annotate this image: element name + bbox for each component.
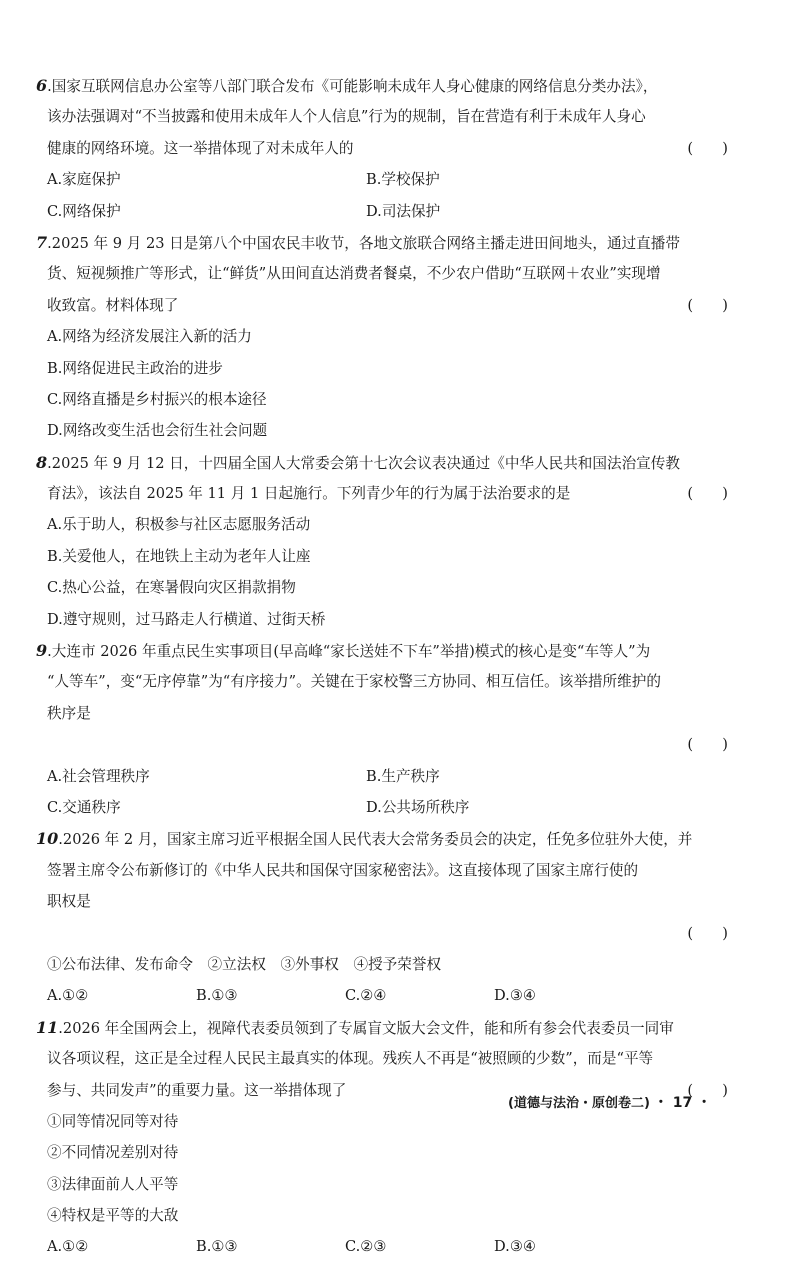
option-c: C.热心公益，在寒暑假向灾区捐款捐物 xyxy=(47,579,296,597)
option-d: D.网络改变生活也会衍生社会问题 xyxy=(47,422,268,440)
option-a: A.①② xyxy=(47,987,89,1005)
question-text: .2026 年 2 月，国家主席习近平根据全国人民代表大会常务委员会的决定，任免多位驻外大使，并 xyxy=(58,831,693,849)
question-number: 10 xyxy=(36,829,59,849)
question-text: 收致富。材料体现了 xyxy=(47,296,179,314)
answer-bracket: ( ) xyxy=(687,139,728,157)
question-6-line-2: 该办法强调对“不当披露和使用未成年人个人信息”行为的规制，旨在营造有利于未成年人身心 xyxy=(47,108,646,126)
question-text: .大连市 2026 年重点民生实事项目(早高峰“家长送娃不下车”举措)模式的核心是变“车等人”为 xyxy=(47,643,651,661)
page-footer xyxy=(508,1092,711,1112)
statement-item-3: ③法律面前人人平等 xyxy=(47,1175,179,1193)
question-8-line-2 xyxy=(36,478,764,509)
question-7-line-2: 货、短视频推广等形式，让“鲜货”从田间直达消费者餐桌，不少农户借助“互联网＋农业”实现增 xyxy=(47,265,661,283)
question-number: 9 xyxy=(36,641,48,661)
exam-page xyxy=(36,70,764,1263)
question-10-line-3: 职权是 xyxy=(47,893,91,911)
question-text: .国家互联网信息办公室等八部门联合发布《可能影响未成年人身心健康的网络信息分类办法》， xyxy=(47,78,658,95)
option-d: D.司法保护 xyxy=(366,202,441,220)
question-text: .2025 年 9 月 12 日，十四届全国人大常委会第十七次会议表决通过《中华人民共和国法治宣传教 xyxy=(47,454,680,472)
option-a: A.家庭保护 xyxy=(47,171,121,189)
question-9-line-1 xyxy=(36,635,764,666)
option-d: D.遵守规则，过马路走人行横道、过街天桥 xyxy=(47,610,326,628)
question-6-line-3 xyxy=(36,133,764,164)
question-10-line-1 xyxy=(36,823,764,854)
options-row xyxy=(36,196,764,227)
question-6-line-1 xyxy=(36,70,764,101)
option-b: B.①③ xyxy=(196,987,238,1005)
question-9-line-2: “人等车”，变“无序停靠”为“有序接力”。关键在于家校警三方协同、相互信任。该举措所维护的 xyxy=(47,673,661,691)
option-a: A.乐于助人，积极参与社区志愿服务活动 xyxy=(47,516,311,534)
statement-item-4: ④特权是平等的大敌 xyxy=(47,1207,179,1225)
bracket-row xyxy=(36,729,764,760)
answer-bracket: ( ) xyxy=(687,1081,728,1099)
question-text: 育法》，该法自 2025 年 11 月 1 日起施行。下列青少年的行为属于法治要求的是 xyxy=(47,485,571,503)
question-number: 11 xyxy=(36,1017,59,1037)
answer-bracket: ( ) xyxy=(687,296,728,314)
statement-item-2: ②不同情况差别对待 xyxy=(47,1144,179,1162)
option-c: C.交通秩序 xyxy=(47,798,121,816)
option-d: D.③④ xyxy=(494,987,536,1005)
question-8-line-1 xyxy=(36,447,764,478)
answer-bracket: ( ) xyxy=(687,736,728,754)
question-11-line-1 xyxy=(36,1012,764,1043)
option-c: C.网络直播是乡村振兴的根本途径 xyxy=(47,390,267,408)
question-text: .2025 年 9 月 23 日是第八个中国农民丰收节，各地文旅联合网络主播走进田间地头，通过直播带 xyxy=(47,234,680,252)
options-row xyxy=(36,980,764,1011)
bracket-row xyxy=(36,918,764,949)
statement-items: ①公布法律、发布命令 ②立法权 ③外事权 ④授予荣誉权 xyxy=(47,955,442,973)
option-a: A.社会管理秩序 xyxy=(47,767,150,785)
option-c: C.②③ xyxy=(345,1238,387,1256)
option-b: B.①③ xyxy=(196,1238,238,1256)
question-9-line-3: 秩序是 xyxy=(47,704,91,722)
option-c: C.网络保护 xyxy=(47,202,121,220)
question-10-line-2: 签署主席令公布新修订的《中华人民共和国保守国家秘密法》。这直接体现了国家主席行使的 xyxy=(47,861,639,879)
option-b: B.关爱他人，在地铁上主动为老年人让座 xyxy=(47,547,311,565)
option-a: A.网络为经济发展注入新的活力 xyxy=(47,328,252,346)
question-text: 健康的网络环境。这一举措体现了对未成年人的 xyxy=(47,139,354,157)
options-row xyxy=(36,164,764,195)
options-row xyxy=(36,761,764,792)
option-b: B.网络促进民主政治的进步 xyxy=(47,359,223,377)
question-number: 8 xyxy=(36,452,48,472)
option-c: C.②④ xyxy=(345,987,387,1005)
option-d: D.公共场所秩序 xyxy=(366,798,470,816)
answer-bracket: ( ) xyxy=(687,485,728,503)
question-11 xyxy=(36,1012,764,1263)
question-10 xyxy=(36,823,764,1011)
options-row xyxy=(36,1231,764,1262)
question-11-line-2: 议各项议程，这正是全过程人民民主最真实的体现。残疾人不再是“被照顾的少数”，而是“平等 xyxy=(47,1050,654,1068)
question-number: 7 xyxy=(36,232,48,252)
question-number: 6 xyxy=(36,76,48,95)
question-text: .2026 年全国两会上，视障代表委员领到了专属盲文版大会文件，能和所有参会代表委员一同审 xyxy=(58,1019,674,1037)
option-b: B.学校保护 xyxy=(366,171,440,189)
option-d: D.③④ xyxy=(494,1238,536,1256)
question-7 xyxy=(36,227,764,447)
question-9 xyxy=(36,635,764,823)
footer-label: (道德与法治・原创卷二) xyxy=(508,1096,650,1111)
question-7-line-1 xyxy=(36,227,764,258)
answer-bracket: ( ) xyxy=(687,924,728,942)
question-8 xyxy=(36,447,764,635)
question-text: 参与、共同发声”的重要力量。这一举措体现了 xyxy=(47,1081,347,1099)
option-b: B.生产秩序 xyxy=(366,767,440,785)
page-number: ・ 17 ・ xyxy=(653,1095,712,1111)
options-row xyxy=(36,792,764,823)
question-7-line-3 xyxy=(36,290,764,321)
statement-item-1: ①同等情况同等对待 xyxy=(47,1112,179,1130)
question-6 xyxy=(36,70,764,227)
option-a: A.①② xyxy=(47,1238,89,1256)
